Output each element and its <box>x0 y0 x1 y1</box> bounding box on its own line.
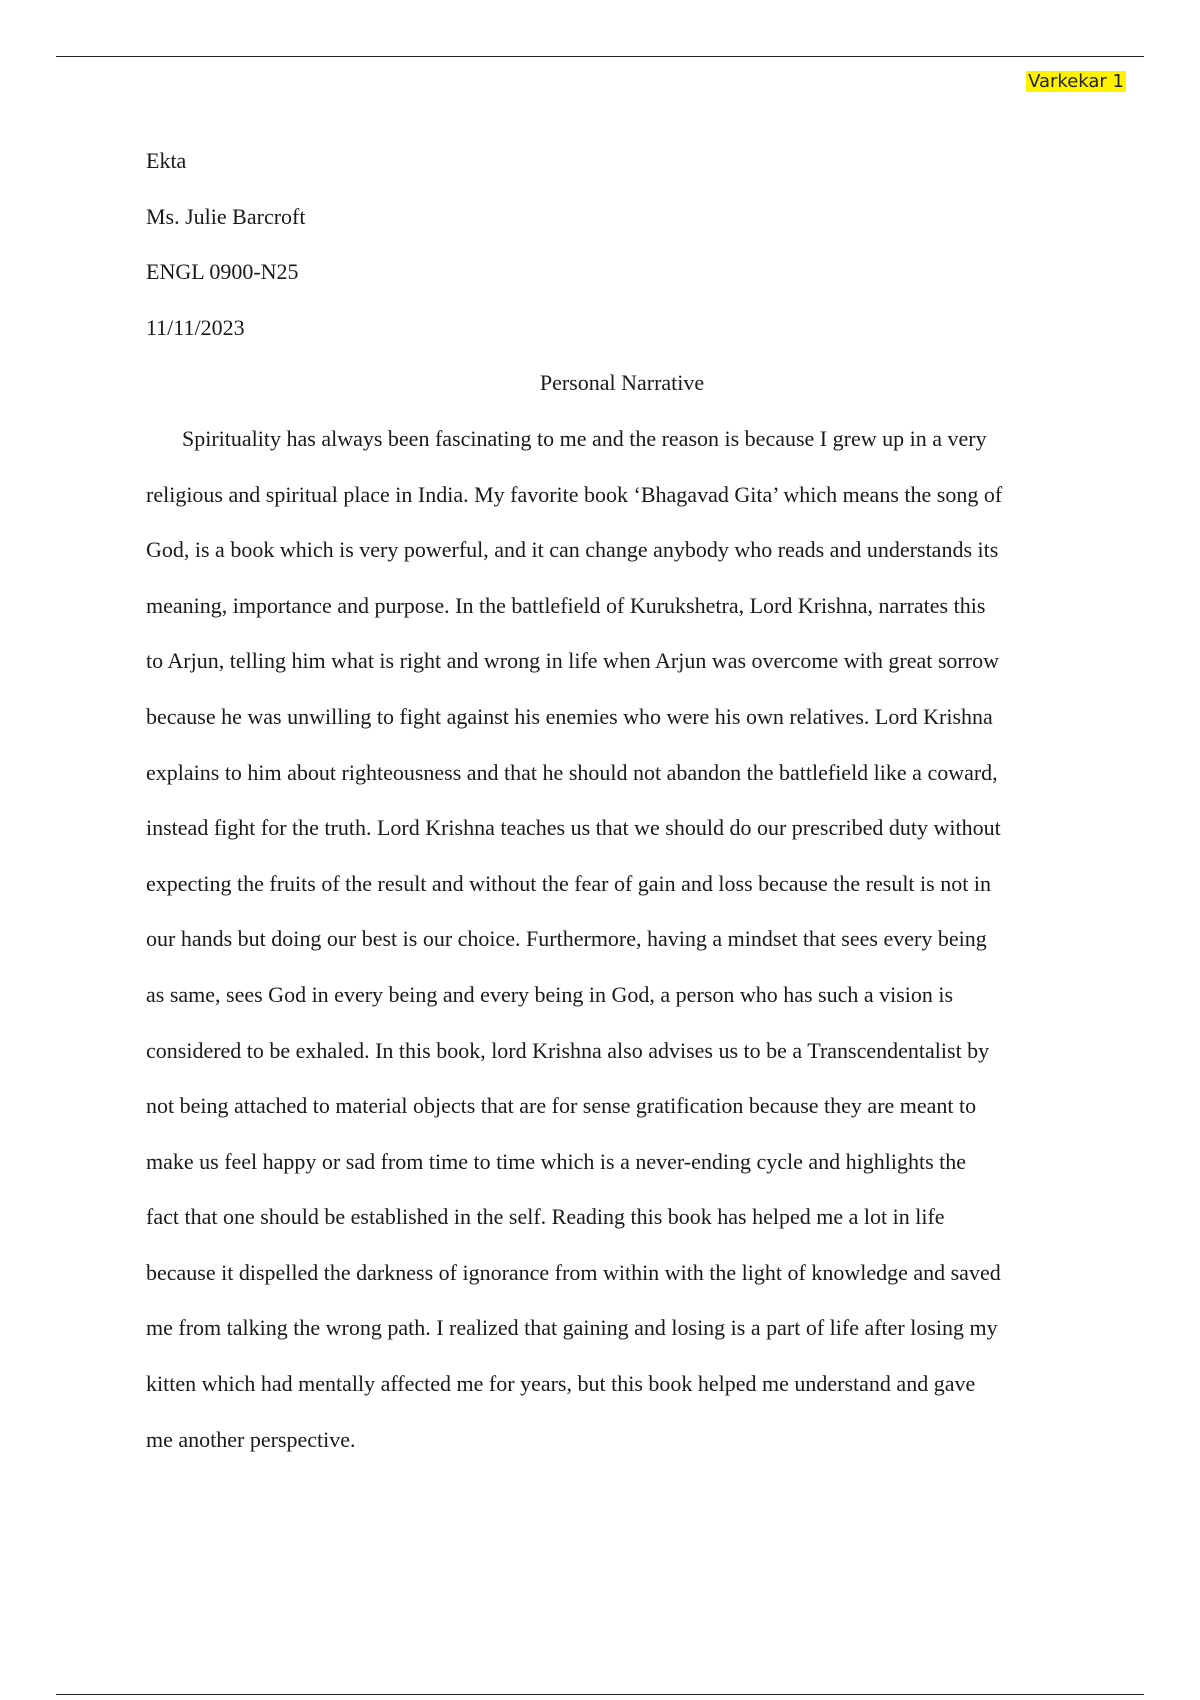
paragraph-line: explains to him about righteousness and that he should not abandon the battlefield like a coward, <box>146 759 998 785</box>
paragraph-line: instead fight for the truth. Lord Krishna teaches us that we should do our prescribed duty without <box>146 815 1001 841</box>
paragraph-line: meaning, importance and purpose. In the battlefield of Kurukshetra, Lord Krishna, narrates this <box>146 592 986 618</box>
essay-paragraph <box>146 411 1098 1467</box>
paragraph-line: because he was unwilling to fight against his enemies who were his own relatives. Lord Krishna <box>146 703 993 729</box>
document-body <box>146 133 1098 1467</box>
essay-title: Personal Narrative <box>539 370 705 396</box>
instructor-name: Ms. Julie Barcroft <box>146 203 306 229</box>
page-number-label: Varkekar 1 <box>1028 71 1124 92</box>
top-rule <box>56 56 1144 57</box>
bottom-rule <box>56 1694 1144 1695</box>
paragraph-line: considered to be exhaled. In this book, lord Krishna also advises us to be a Transcendentalist by <box>146 1037 990 1063</box>
paragraph-line: expecting the fruits of the result and without the fear of gain and loss because the result is not in <box>146 870 991 896</box>
paragraph-line: religious and spiritual place in India. My favorite book ‘Bhagavad Gita’ which means the song of <box>146 481 1003 507</box>
paragraph-line: as same, sees God in every being and every being in God, a person who has such a vision is <box>146 981 954 1007</box>
submission-date: 11/11/2023 <box>146 314 245 340</box>
paragraph-line: Spirituality has always been fascinating to me and the reason is because I grew up in a very <box>182 425 987 451</box>
paragraph-line: because it dispelled the darkness of ignorance from within with the light of knowledge and saved <box>146 1259 1001 1285</box>
paragraph-line: not being attached to material objects that are for sense gratification because they are meant to <box>146 1093 977 1119</box>
paragraph-line: to Arjun, telling him what is right and wrong in life when Arjun was overcome with great sorrow <box>146 648 999 674</box>
paragraph-line: fact that one should be established in the self. Reading this book has helped me a lot in life <box>146 1204 945 1230</box>
paragraph-line: me another perspective. <box>146 1426 356 1452</box>
page-header <box>1026 70 1126 94</box>
paragraph-line: kitten which had mentally affected me for years, but this book helped me understand and gave <box>146 1371 976 1397</box>
paragraph-line: me from talking the wrong path. I realized that gaining and losing is a part of life after losing my <box>146 1315 998 1341</box>
paragraph-line: make us feel happy or sad from time to time which is a never-ending cycle and highlights the <box>146 1148 967 1174</box>
paragraph-line: God, is a book which is very powerful, and it can change anybody who reads and understands its <box>146 537 999 563</box>
student-name: Ekta <box>146 148 187 173</box>
course-code: ENGL 0900-N25 <box>146 259 299 285</box>
paragraph-line: our hands but doing our best is our choice. Furthermore, having a mindset that sees every being <box>146 926 987 952</box>
